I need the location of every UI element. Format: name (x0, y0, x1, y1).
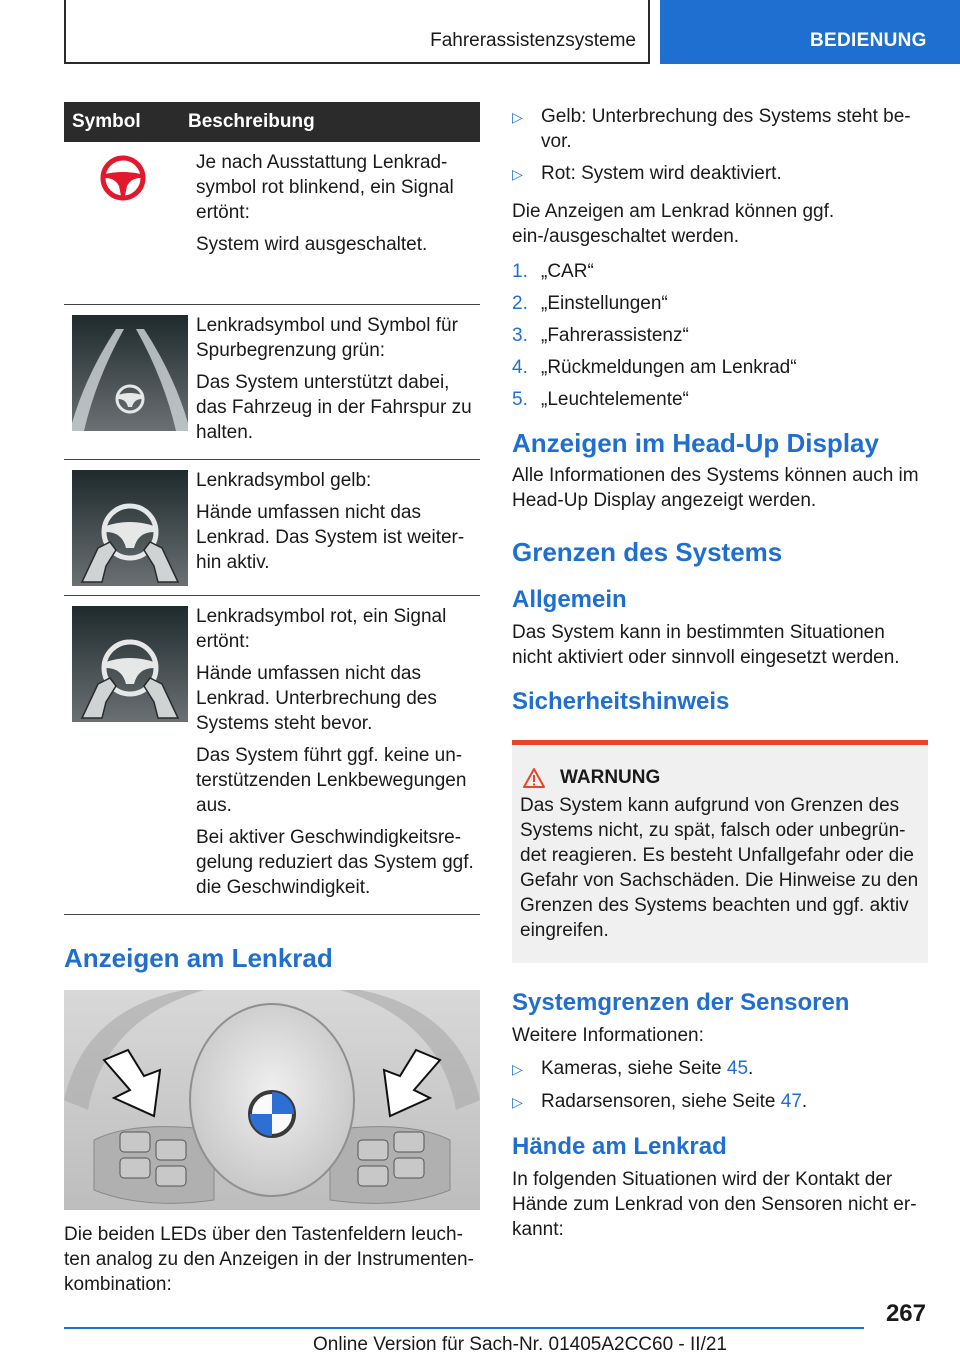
footer-rule (64, 1327, 864, 1329)
symbol-table (64, 102, 480, 915)
list-item (512, 104, 928, 154)
left-column (64, 102, 480, 1297)
page-number: 267 (885, 1300, 926, 1327)
table-row (64, 304, 480, 459)
warning-box (512, 740, 928, 963)
list-item (512, 161, 928, 187)
footer-online-version: Online Version für Sach-Nr. 01405A2CC60 - II/21 (313, 1334, 728, 1355)
step-text: „Fahrerassistenz“ (541, 325, 689, 346)
triangle-bullet-icon: ▷ (512, 109, 523, 125)
hands-off-red-icon (72, 606, 188, 722)
step-text: „Leuchtelemente“ (541, 389, 689, 410)
heading-steering-displays: Anzeigen am Lenkrad (64, 942, 333, 973)
para-hands: In folgenden Situationen wird der Kontakt der Hände zum Lenkrad von den Sensoren nicht er-kannt: (512, 1169, 917, 1240)
steering-caption: Die beiden LEDs über den Tastenfeldern leuch-ten analog zu den Anzeigen in der Instrumenten-kombination: (64, 1223, 474, 1295)
radar-page-link[interactable]: 47 (780, 1091, 802, 1112)
warning-triangle-icon (522, 767, 546, 789)
step-number: 5. (512, 389, 528, 410)
heading-hud: Anzeigen im Head-Up Display (512, 428, 879, 458)
header-section: BEDIENUNG (810, 30, 927, 51)
steering-wheel-photo (64, 990, 480, 1210)
para-hud: Alle Informationen des Systems können auch im Head-Up Display angezeigt werden. (512, 465, 919, 511)
col-symbol-header: Symbol (64, 102, 188, 142)
header-chapter: Fahrerassistenzsysteme (430, 30, 636, 51)
list-item (512, 259, 928, 284)
table-row (64, 595, 480, 914)
row1-line1: Je nach Ausstattung Lenkrad-symbol rot blinkend, ein Signal ertönt: (196, 152, 454, 223)
row2-line2: Das System unterstützt dabei, das Fahrzeug in der Fahrspur zu halten. (196, 371, 472, 443)
list-item (512, 291, 928, 316)
row4-line4: Bei aktiver Geschwindigkeitsre-gelung reduziert das System ggf. die Geschwindigkeit. (196, 826, 474, 898)
row4-line3: Das System führt ggf. keine un-terstützenden Lenkbewegungen aus. (196, 744, 467, 816)
list-item (512, 1056, 928, 1082)
para-more-info: Weitere Informationen: (512, 1025, 704, 1046)
step-text: „Einstellungen“ (541, 293, 668, 314)
list-item (512, 387, 928, 412)
row3-line2: Hände umfassen nicht das Lenkrad. Das System ist weiter-hin aktiv. (196, 501, 465, 573)
step-text: „CAR“ (541, 261, 594, 282)
period: . (748, 1058, 754, 1079)
step-number: 4. (512, 357, 528, 378)
para-toggle-displays: Die Anzeigen am Lenkrad können ggf. ein-/ausgeschaltet werden. (512, 201, 835, 247)
warning-text: Das System kann aufgrund von Grenzen des Systems nicht, zu spät, falsch oder unbegrün-det reagieren. Es besteht Unfallgefahr oder die Gefahr von Sachschäden. Die Hinweise zu den Grenzen des Systems beachten und ggf. aktiv eingreifen. (520, 795, 919, 941)
cameras-text: Kameras, siehe Seite (541, 1058, 727, 1079)
steering-wheel-red-icon (72, 152, 188, 204)
step-number: 2. (512, 293, 528, 314)
step-text: „Rückmeldungen am Lenkrad“ (541, 357, 797, 378)
lane-steering-green-icon (72, 315, 188, 431)
para-general: Das System kann in bestimmten Situationen nicht aktiviert oder sinnvoll eingesetzt werden. (512, 622, 900, 668)
hands-off-yellow-icon (72, 470, 188, 586)
header-section-box (660, 0, 960, 64)
list-item (512, 355, 928, 380)
radar-text: Radarsensoren, siehe Seite (541, 1091, 781, 1112)
heading-sensor-limits: Systemgrenzen der Sensoren (512, 989, 850, 1016)
triangle-bullet-icon: ▷ (512, 166, 523, 182)
right-column (512, 104, 928, 1242)
triangle-bullet-icon: ▷ (512, 1094, 523, 1110)
heading-hands-on-wheel: Hände am Lenkrad (512, 1133, 727, 1160)
col-desc-header: Beschreibung (188, 102, 480, 142)
row1-line2: System wird ausgeschaltet. (196, 234, 428, 255)
row4-line2: Hände umfassen nicht das Lenkrad. Unterbrechung des Systems steht bevor. (196, 662, 437, 734)
bullet-yellow: Gelb: Unterbrechung des Systems steht be-vor. (541, 106, 911, 152)
bullet-red: Rot: System wird deaktiviert. (541, 163, 782, 184)
row3-line1: Lenkradsymbol gelb: (196, 469, 372, 491)
period: . (801, 1091, 808, 1112)
table-header-row (64, 102, 480, 142)
triangle-bullet-icon: ▷ (512, 1061, 523, 1077)
heading-safety-note: Sicherheitshinweis (512, 688, 730, 715)
header-chapter-box (64, 0, 650, 64)
cameras-page-link[interactable]: 45 (726, 1058, 749, 1079)
row4-line1: Lenkradsymbol rot, ein Signal ertönt: (196, 605, 447, 652)
step-number: 1. (512, 261, 528, 282)
table-row (64, 142, 480, 304)
row2-line1: Lenkradsymbol und Symbol für Spurbegrenzung grün: (196, 314, 458, 361)
heading-general: Allgemein (512, 586, 627, 613)
heading-system-limits: Grenzen des Systems (512, 537, 783, 567)
list-item (512, 323, 928, 348)
table-row (64, 459, 480, 595)
warning-title: WARNUNG (560, 767, 661, 788)
step-number: 3. (512, 325, 528, 346)
list-item (512, 1089, 928, 1115)
